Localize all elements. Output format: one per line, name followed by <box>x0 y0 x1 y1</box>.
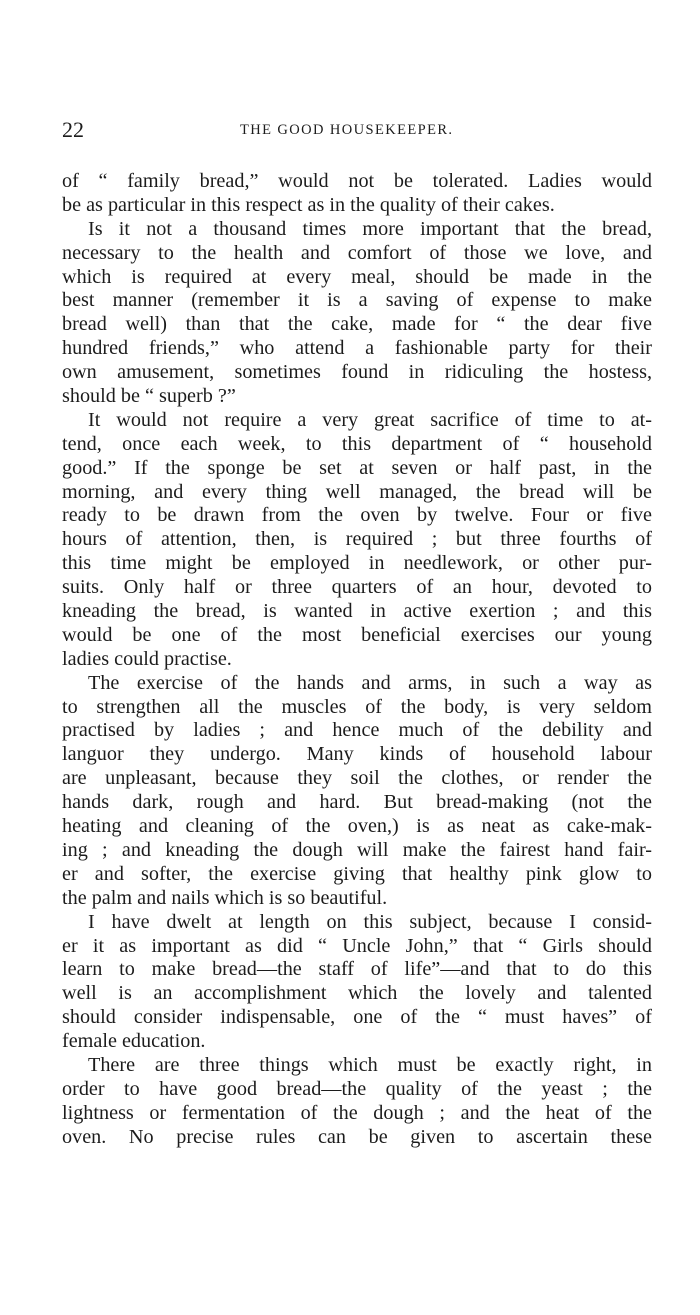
text-line: should consider indispensable, one of the “ must haves” of <box>62 1006 652 1029</box>
text-line: bread well) than that the cake, made for “ the dear five <box>62 313 652 336</box>
text-line: Is it not a thousand times more important that the bread, <box>88 217 652 240</box>
text-line: hours of attention, then, is required ; but three fourths of <box>62 528 652 551</box>
text-line: practised by ladies ; and hence much of the debility and <box>62 719 652 742</box>
running-head: THE GOOD HOUSEKEEPER. <box>240 122 454 138</box>
text-line: order to have good bread—the quality of the yeast ; the <box>62 1077 652 1100</box>
text-line: ing ; and kneading the dough will make the fairest hand fair- <box>62 838 652 861</box>
text-line: hundred friends,” who attend a fashionable party for their <box>62 337 652 360</box>
text-line: good.” If the sponge be set at seven or half past, in the <box>62 456 652 479</box>
text-line: should be “ superb ?” <box>62 385 236 408</box>
text-line: to strengthen all the muscles of the body, is very seldom <box>62 695 652 718</box>
text-line: The exercise of the hands and arms, in such a way as <box>88 671 652 694</box>
text-line: this time might be employed in needlework, or other pur- <box>62 552 652 575</box>
text-line: learn to make bread—the staff of life”—and that to do this <box>62 958 652 981</box>
text-line: morning, and every thing well managed, the bread will be <box>62 480 652 503</box>
text-line: hands dark, rough and hard. But bread-making (not the <box>62 791 652 814</box>
text-line: the palm and nails which is so beautiful. <box>62 886 388 909</box>
text-line: I have dwelt at length on this subject, because I consid- <box>88 910 652 933</box>
text-line: It would not require a very great sacrifice of time to at- <box>88 408 652 431</box>
text-line: ladies could practise. <box>62 647 232 670</box>
text-line: ready to be drawn from the oven by twelve. Four or five <box>62 504 652 527</box>
text-line: are unpleasant, because they soil the clothes, or render the <box>62 767 652 790</box>
text-line: oven. No precise rules can be given to ascertain these <box>62 1125 652 1148</box>
text-line: best manner (remember it is a saving of expense to make <box>62 289 652 312</box>
text-line: lightness or fermentation of the dough ; and the heat of the <box>62 1101 652 1124</box>
text-line: which is required at every meal, should be made in the <box>62 265 652 288</box>
page-number: 22 <box>62 117 84 142</box>
text-line: well is an accomplishment which the lovely and talented <box>62 982 652 1005</box>
text-line: heating and cleaning of the oven,) is as neat as cake-mak- <box>62 815 652 838</box>
text-line: There are three things which must be exactly right, in <box>88 1053 652 1076</box>
text-line: kneading the bread, is wanted in active exertion ; and this <box>62 600 652 623</box>
text-line: own amusement, sometimes found in ridiculing the hostess, <box>62 361 652 384</box>
text-line: er and softer, the exercise giving that healthy pink glow to <box>62 862 652 885</box>
text-line: er it as important as did “ Uncle John,” that “ Girls should <box>62 934 652 957</box>
text-line: would be one of the most beneficial exercises our young <box>62 623 652 646</box>
page-header <box>62 117 652 143</box>
text-line: female education. <box>62 1030 206 1053</box>
body-text <box>62 170 652 1150</box>
text-line: necessary to the health and comfort of those we love, and <box>62 241 652 264</box>
text-line: be as particular in this respect as in the quality of their cakes. <box>62 193 555 216</box>
text-line: languor they undergo. Many kinds of household labour <box>62 743 652 766</box>
text-line: suits. Only half or three quarters of an hour, devoted to <box>62 576 652 599</box>
text-line: of “ family bread,” would not be tolerated. Ladies would <box>62 170 652 192</box>
text-line: tend, once each week, to this department of “ household <box>62 432 652 455</box>
